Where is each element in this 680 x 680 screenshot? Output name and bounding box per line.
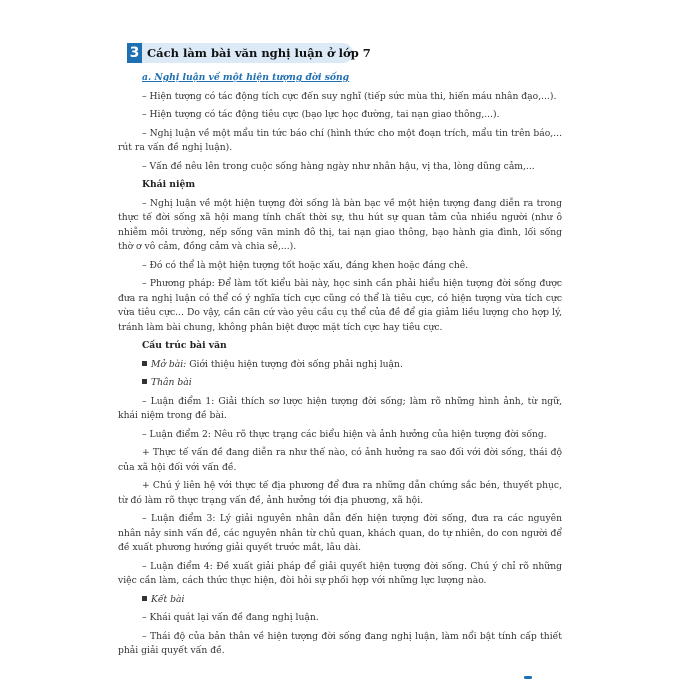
ket-bai-label: Kết bài xyxy=(151,593,185,605)
definition-heading: Khái niệm xyxy=(142,179,196,190)
mo-bai-label: Mở bài: xyxy=(151,358,187,370)
ket-bai-item xyxy=(118,593,562,608)
than-bai-label: Thân bài xyxy=(151,377,192,388)
ket-bai-point: – Thái độ của bản thân về hiện tượng đời sống đang nghị luận, làm nổi bật tính cấp thiết phải giải quyết vấn đề. xyxy=(118,630,562,656)
mo-bai-text: Giới thiệu hiện tượng đời sống phải nghị luận. xyxy=(189,358,403,370)
section-title: Cách làm bài văn nghị luận ở lớp 7 xyxy=(147,46,371,60)
than-bai-point: – Luận điểm 3: Lý giải nguyên nhân dẫn đến hiện tượng đời sống, đưa ra các nguyên nhân nảy sinh vấn đề, các nguyên nhân từ chủ quan, khách quan, do tự nhiên, do con người để đề xuất phương hướng giải quyết trước mắt, lâu dài. xyxy=(118,513,562,553)
than-bai-point: – Luận điểm 4: Đề xuất giải pháp để giải quyết hiện tượng đời sống. Chú ý chỉ rõ những việc cần làm, cách thức thực hiện, đòi hỏi sự phối hợp với những lực lượng nào. xyxy=(118,560,562,586)
than-bai-point: – Luận điểm 2: Nêu rõ thực trạng các biểu hiện và ảnh hưởng của hiện tượng đời sống. xyxy=(142,428,547,440)
ket-bai-point: – Khái quát lại vấn đề đang nghị luận. xyxy=(142,612,319,623)
definition-paragraph: – Phương pháp: Để làm tốt kiểu bài này, học sinh cần phải hiểu hiện tượng đời sống được đưa ra nghị luận có thể có ý nghĩa tích cực cũng có thể là tiêu cực, có hiện tượng vừa tích cực vừa tiêu cực... Do vậy, cần căn cứ vào yêu cầu cụ thể của đề để gia giảm liều lượng cho hợp lý, tránh làm bài chung, không phân biệt được mặt tích cực hay tiêu cực. xyxy=(118,278,562,333)
section-number-badge: 3 xyxy=(127,43,142,63)
square-bullet-icon xyxy=(142,596,147,601)
square-bullet-icon xyxy=(142,361,147,366)
definition-paragraph: – Nghị luận về một hiện tượng đời sống là bàn bạc về một hiện tượng đang diễn ra trong thực tế đời sống xã hội mang tính chất thời sự, thu hút sự quan tâm của nhiều người (như ô nhiễm môi trường, nếp sống văn minh đô thị, tai nạn giao thông, bạo hành gia đình, lối sống thờ ơ vô cảm, đồng cảm và chia sẻ,...). xyxy=(118,197,562,252)
than-bai-item xyxy=(118,376,562,391)
document-body xyxy=(118,71,562,663)
than-bai-point: + Chú ý liên hệ với thực tế địa phương để đưa ra những dẫn chứng sắc bén, thuyết phục, từ đó làm rõ thực trạng vấn đề, ảnh hưởng tới địa phương, xã hội. xyxy=(118,480,562,506)
intro-item: – Hiện tượng có tác động tiêu cực (bạo lực học đường, tai nạn giao thông,...). xyxy=(142,109,500,120)
intro-item: – Nghị luận về một mẩu tin tức báo chí (hình thức cho một đoạn trích, mẩu tin trên báo,... rút ra vấn đề nghị luận). xyxy=(118,127,562,153)
intro-item: – Vấn đề nêu lên trong cuộc sống hàng ngày như nhân hậu, vị tha, lòng dũng cảm,... xyxy=(142,160,535,172)
section-header xyxy=(127,43,371,63)
mo-bai-item xyxy=(118,358,562,373)
square-bullet-icon xyxy=(142,379,147,384)
page-corner-mark xyxy=(524,676,532,679)
intro-item: – Hiện tượng có tác động tích cực đến suy nghĩ (tiếp sức mùa thi, hiến máu nhân đạo,...). xyxy=(142,90,557,102)
structure-heading: Cấu trúc bài văn xyxy=(142,340,227,351)
than-bai-point: + Thực tế vấn đề đang diễn ra như thế nào, có ảnh hưởng ra sao đối với đời sống, thái độ của xã hội đối với vấn đề. xyxy=(118,447,562,473)
definition-paragraph: – Đó có thể là một hiện tượng tốt hoặc xấu, đáng khen hoặc đáng chê. xyxy=(142,259,469,271)
subsection-title: a. Nghị luận về một hiện tượng đời sống xyxy=(142,72,350,83)
than-bai-point: – Luận điểm 1: Giải thích sơ lược hiện tượng đời sống; làm rõ những hình ảnh, từ ngữ, khái niệm trong đề bài. xyxy=(118,395,562,421)
